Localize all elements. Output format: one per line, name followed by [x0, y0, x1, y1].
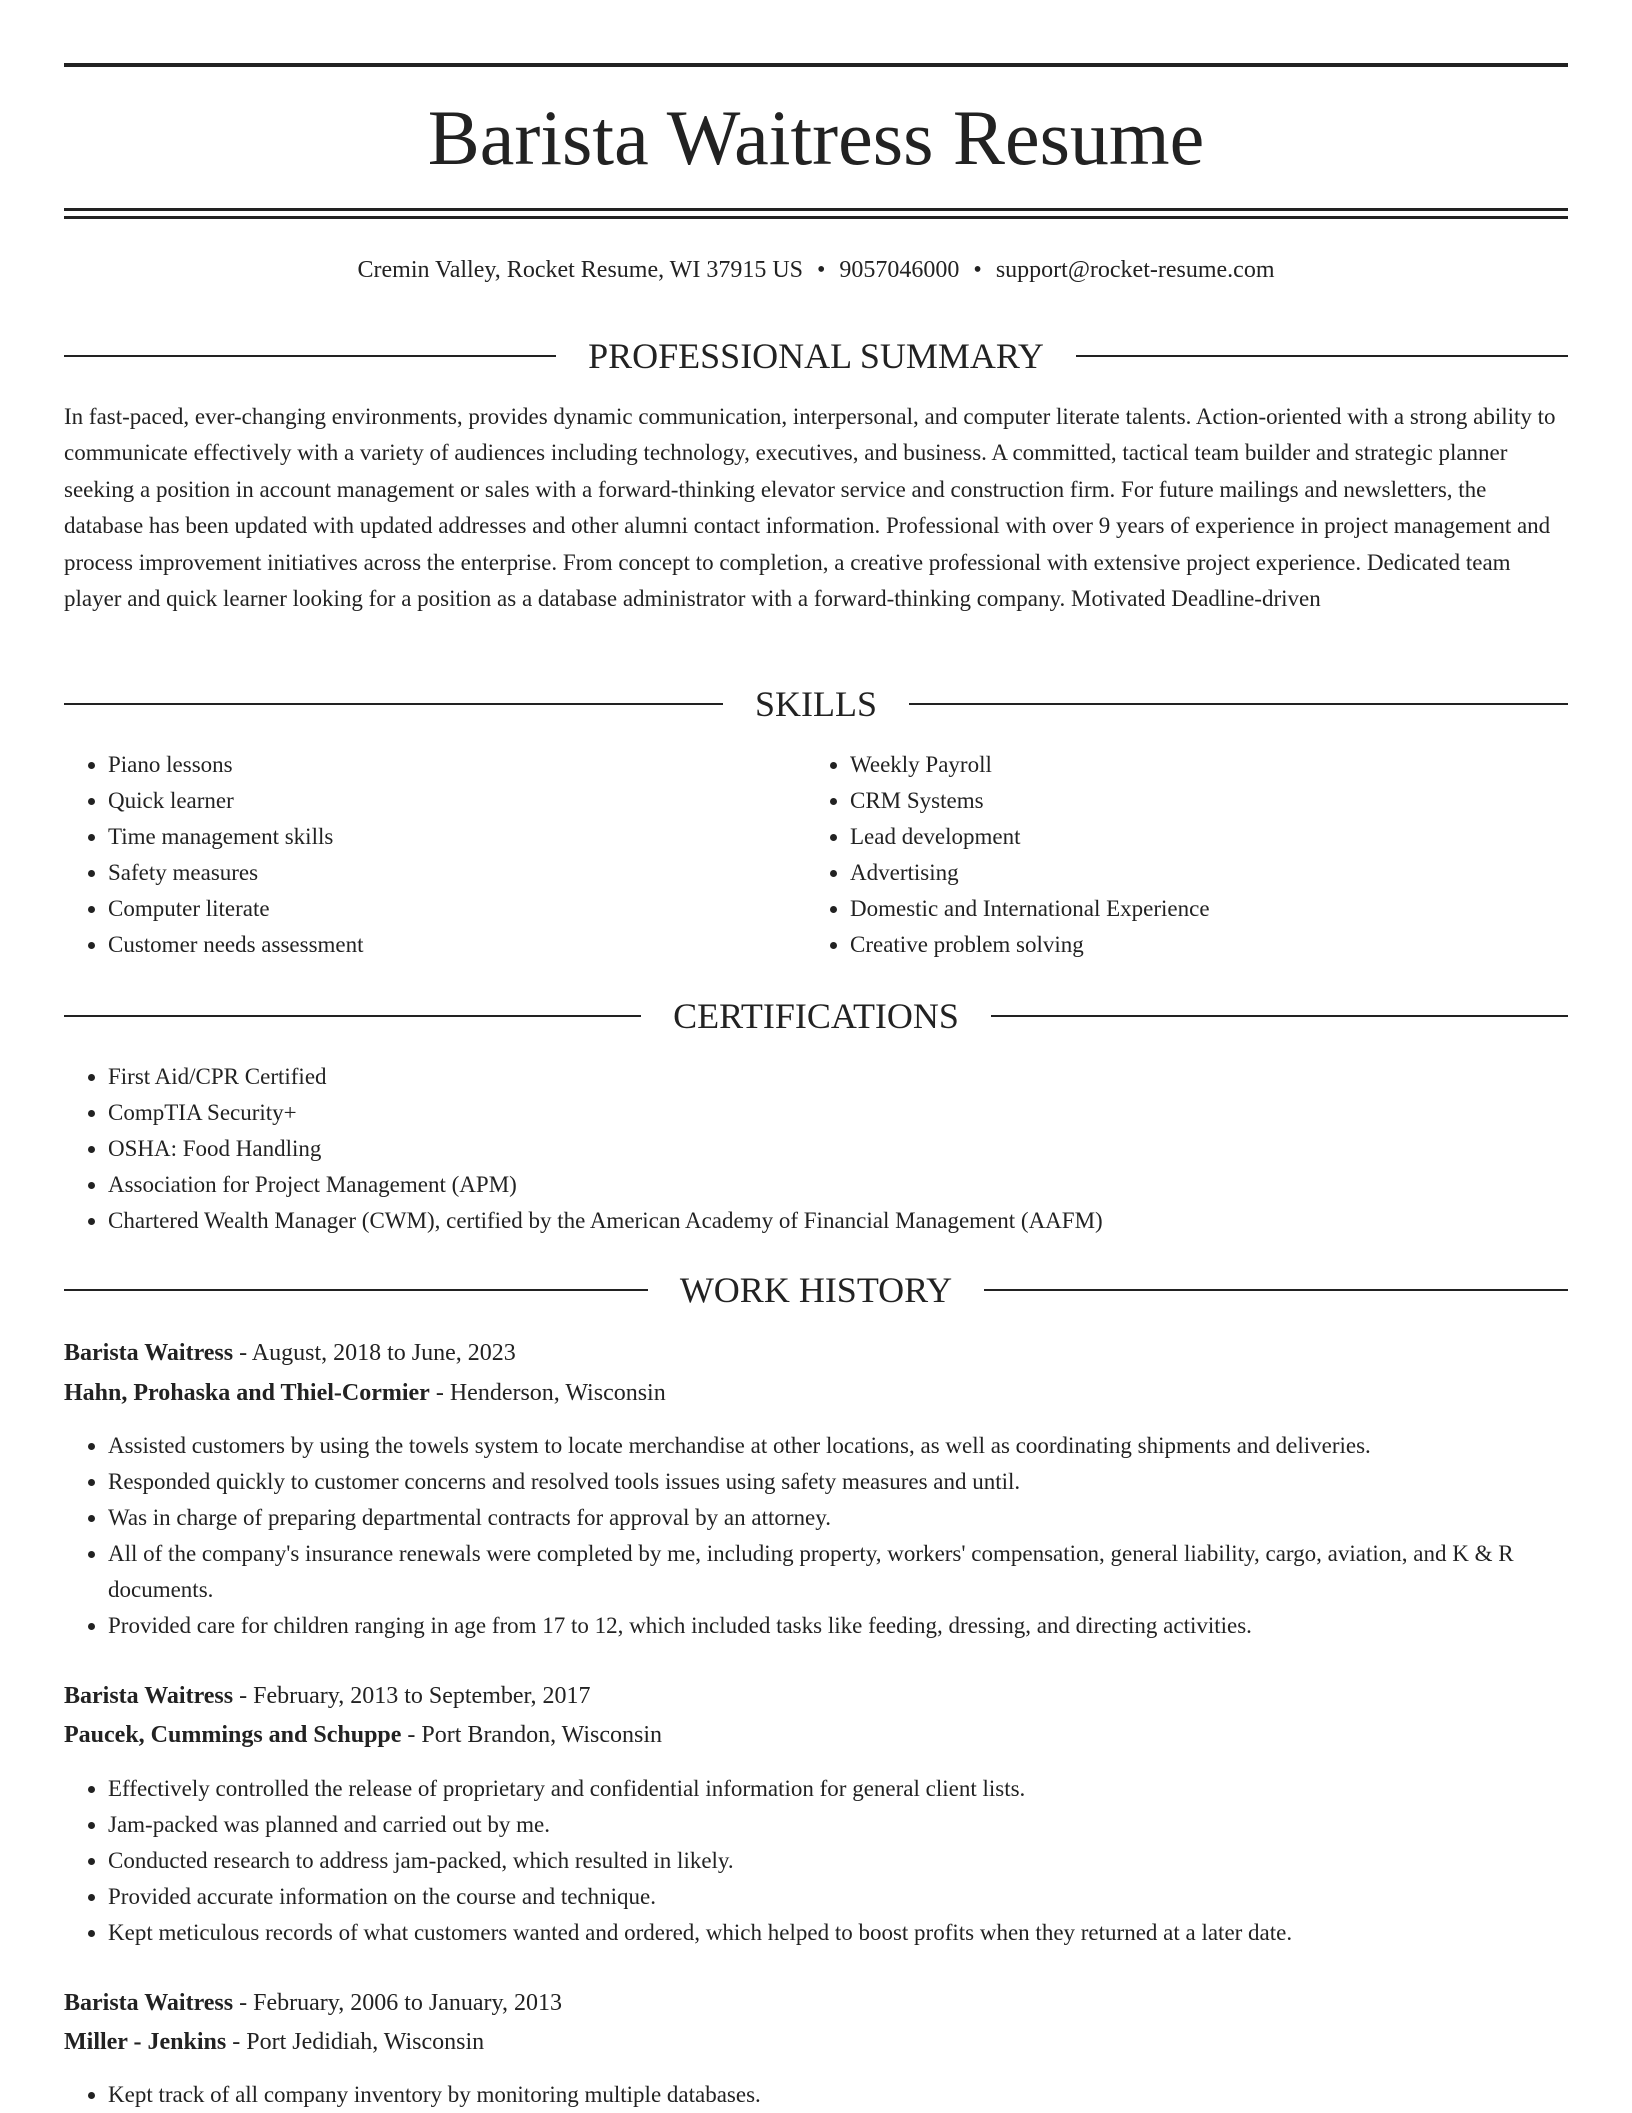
skills-list-left [64, 747, 764, 963]
contact-separator: • [973, 257, 982, 283]
job-duties [64, 1771, 1568, 1951]
skills-heading-label: SKILLS [755, 684, 878, 724]
skill-item: • Customer needs assessment [108, 927, 764, 963]
skill-item: • Lead development [850, 819, 1506, 855]
job-title-line: Barista Waitress - February, 2006 to January, 2013 [64, 1990, 562, 2016]
job-duties [64, 2077, 1568, 2113]
skills-left-column [64, 747, 764, 963]
job-title: Barista Waitress [64, 1990, 234, 2016]
heading-rule-right [991, 1015, 1568, 1017]
certifications-heading-label: CERTIFICATIONS [673, 996, 959, 1036]
summary-heading-label: PROFESSIONAL SUMMARY [588, 336, 1044, 376]
job-duty-item: • Jam-packed was planned and carried out by me. [108, 1807, 1568, 1843]
skills-list-right [806, 747, 1506, 963]
job-company-line: Miller - Jenkins - Port Jedidiah, Wisconsin [64, 2029, 485, 2055]
skill-item: • CRM Systems [850, 783, 1506, 819]
job-duty-item: • Responded quickly to customer concerns and resolved tools issues using safety measures and until. [108, 1464, 1568, 1500]
certifications-section-heading [64, 994, 1568, 1038]
certification-item: • First Aid/CPR Certified [108, 1059, 1568, 1095]
job-duty-item: • All of the company's insurance renewals were completed by me, including property, workers' compensation, general liability, cargo, aviation, and K & R documents. [108, 1536, 1568, 1608]
heading-rule-left [64, 355, 556, 357]
skill-item: • Quick learner [108, 783, 764, 819]
heading-rule-right [1076, 355, 1568, 357]
job-location: Port Jedidiah, Wisconsin [246, 2029, 485, 2055]
job-dates: August, 2018 to June, 2023 [251, 1340, 516, 1366]
job-company: Miller - Jenkins [64, 2029, 227, 2055]
header-top-rule [64, 63, 1568, 67]
job-duty-item: • Conducted research to address jam-packed, which resulted in likely. [108, 1843, 1568, 1879]
contact-email: support@rocket-resume.com [995, 257, 1275, 283]
job-location: Port Brandon, Wisconsin [421, 1722, 663, 1748]
contact-address: Cremin Valley, Rocket Resume, WI 37915 US [357, 257, 803, 283]
certifications-list [64, 1059, 1568, 1239]
job-duties-list [64, 2077, 1568, 2113]
skills-right-column [806, 747, 1506, 963]
job-duty-item: • Was in charge of preparing departmental contracts for approval by an attorney. [108, 1500, 1568, 1536]
skill-item: • Creative problem solving [850, 927, 1506, 963]
summary-section-heading [64, 334, 1568, 378]
skill-item: • Time management skills [108, 819, 764, 855]
job-duty-item: • Provided care for children ranging in age from 17 to 12, which included tasks like feeding, dressing, and directing activities. [108, 1608, 1568, 1644]
skills-section-heading [64, 682, 1568, 726]
header-double-rule-lower [64, 216, 1568, 219]
job-company: Hahn, Prohaska and Thiel-Cormier [64, 1380, 430, 1406]
job-duty-item: • Effectively controlled the release of proprietary and confidential information for general client lists. [108, 1771, 1568, 1807]
job-duty-item: • Kept track of all company inventory by monitoring multiple databases. [108, 2077, 1568, 2113]
job-duties-list [64, 1771, 1568, 1951]
header-double-rule-upper [64, 208, 1568, 211]
work-history-heading-label: WORK HISTORY [679, 1270, 953, 1310]
job-location: Henderson, Wisconsin [449, 1380, 666, 1406]
job-title: Barista Waitress [64, 1340, 234, 1366]
certification-item: • OSHA: Food Handling [108, 1131, 1568, 1167]
heading-rule-left [64, 1015, 641, 1017]
skill-item: • Piano lessons [108, 747, 764, 783]
skill-item: • Safety measures [108, 855, 764, 891]
heading-rule-right [984, 1289, 1568, 1291]
work-history-section-heading [64, 1268, 1568, 1312]
job-duties [64, 1428, 1568, 1644]
certifications-list-wrap [64, 1059, 1568, 1239]
job-title-line: Barista Waitress - February, 2013 to September, 2017 [64, 1683, 591, 1709]
heading-rule-right [909, 703, 1568, 705]
skill-item: • Advertising [850, 855, 1506, 891]
contact-line [64, 254, 1568, 286]
skill-item: • Domestic and International Experience [850, 891, 1506, 927]
certification-item: • CompTIA Security+ [108, 1095, 1568, 1131]
certification-item: • Association for Project Management (APM) [108, 1167, 1568, 1203]
heading-rule-left [64, 703, 723, 705]
job-duty-item: • Kept meticulous records of what customers wanted and ordered, which helped to boost profits when they returned at a later date. [108, 1915, 1568, 1951]
skill-item: • Computer literate [108, 891, 764, 927]
job-company: Paucek, Cummings and Schuppe [64, 1722, 402, 1748]
job-dates: February, 2013 to September, 2017 [253, 1683, 591, 1709]
contact-phone: 9057046000 [839, 257, 960, 283]
job-duties-list [64, 1428, 1568, 1644]
resume-title: Barista Waitress Resume [427, 94, 1205, 181]
job-company-line: Paucek, Cummings and Schuppe - Port Brandon, Wisconsin [64, 1722, 663, 1748]
contact-separator: • [817, 257, 826, 283]
job-title-line: Barista Waitress - August, 2018 to June, 2023 [64, 1340, 516, 1366]
summary-text: In fast-paced, ever-changing environments, provides dynamic communication, interpersonal, and computer literate talents. Action-oriented with a strong ability to communicate effectively with a variety of audiences including technology, executives, and business. A committed, tactical team builder and strategic planner seeking a position in account management or sales with a forward-thinking elevator service and construction firm. For future mailings and newsletters, the database has been updated with updated addresses and other alumni contact information. Professional with over 9 years of experience in project management and process improvement initiatives across the enterprise. From concept to completion, a creative professional with extensive project experience. Dedicated team player and quick learner looking for a position as a database administrator with a forward-thinking company. Motivated Deadline-driven [64, 404, 1556, 612]
job-title: Barista Waitress [64, 1683, 234, 1709]
job-dates: February, 2006 to January, 2013 [253, 1990, 562, 2016]
job-duty-item: • Provided accurate information on the course and technique. [108, 1879, 1568, 1915]
certification-item: • Chartered Wealth Manager (CWM), certified by the American Academy of Financial Management (AAFM) [108, 1203, 1568, 1239]
skill-item: • Weekly Payroll [850, 747, 1506, 783]
job-duty-item: • Assisted customers by using the towels system to locate merchandise at other locations, as well as coordinating shipments and deliveries. [108, 1428, 1568, 1464]
heading-rule-left [64, 1289, 648, 1291]
job-company-line: Hahn, Prohaska and Thiel-Cormier - Henderson, Wisconsin [64, 1380, 666, 1406]
